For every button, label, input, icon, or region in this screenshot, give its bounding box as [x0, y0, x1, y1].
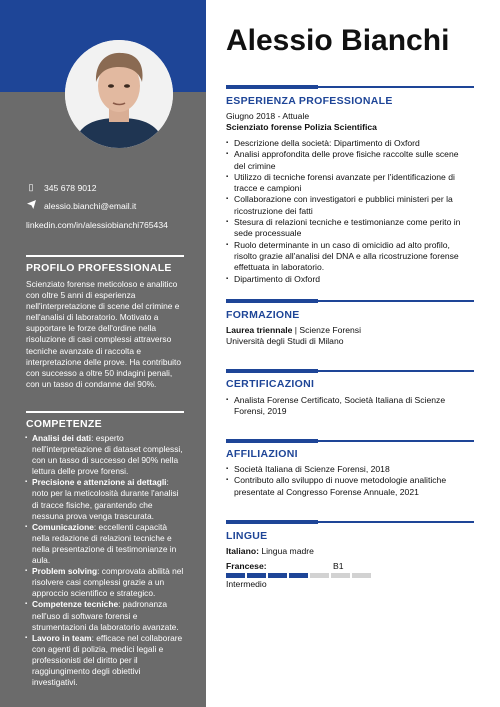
language-level-segment — [289, 573, 308, 578]
skills-heading: COMPETENZE — [26, 418, 102, 430]
affiliation-item: ▪ Contributo allo sviluppo di nuove metodologie analitiche presentate al Congresso Forense Annuale, 2021 — [226, 475, 472, 498]
affiliations-heading: AFFILIAZIONI — [226, 448, 298, 460]
experience-item: ▪ Dipartimento di Oxford — [226, 274, 472, 285]
linkedin-text[interactable]: linkedin.com/in/alessiobianchi765434 — [26, 220, 168, 230]
email-text[interactable]: alessio.bianchi@email.it — [44, 200, 137, 211]
experience-item: ▪ Descrizione della società: Dipartimento di Oxford — [226, 138, 472, 149]
education-school: Università degli Studi di Milano — [226, 336, 344, 346]
languages-heading: LINGUE — [226, 530, 268, 542]
language-level-segment — [352, 573, 371, 578]
profile-rule — [26, 255, 184, 257]
skill-item: ▪ Competenze tecniche: padronanza nell'uso di software forensi e strumentazioni da laboratorio avanzate. — [26, 599, 186, 632]
experience-item: ▪ Utilizzo di tecniche forensi avanzate per l'identificazione di tracce e campioni — [226, 172, 472, 195]
language-native-label: Italiano: — [226, 546, 259, 556]
contact-phone — [26, 182, 97, 193]
experience-role: Scienziato forense Polizia Scientifica — [226, 122, 377, 132]
education-degree-line — [226, 325, 474, 336]
certifications-rule — [226, 370, 474, 372]
affiliation-item: ▪ Società Italiana di Scienze Forensi, 2018 — [226, 464, 472, 475]
contact-linkedin[interactable] — [26, 220, 168, 230]
profile-heading: PROFILO PROFESSIONALE — [26, 262, 172, 274]
contact-email[interactable] — [26, 200, 136, 211]
experience-heading: ESPERIENZA PROFESSIONALE — [226, 95, 393, 107]
experience-item: ▪ Ruolo determinante in un caso di omicidio ad alto profilo, risolto grazie all'analisi del DNA e alla ricostruzione forense effettuata in laboratorio. — [226, 240, 472, 274]
experience-item: ▪ Stesura di relazioni tecniche e testimonianze come perito in sede processuale — [226, 217, 472, 240]
experience-item: ▪ Collaborazione con investigatori e pubblici ministeri per la ricostruzione dei fatti — [226, 194, 472, 217]
language-level-segment — [331, 573, 350, 578]
certifications-list — [226, 395, 472, 418]
skills-rule — [26, 411, 184, 413]
language-level-segment — [268, 573, 287, 578]
experience-item: ▪ Analisi approfondita delle prove fisiche raccolte sulle scene del crimine — [226, 149, 472, 172]
send-icon — [26, 200, 36, 211]
language-foreign-code: B1 — [333, 561, 344, 571]
skill-item: ▪ Lavoro in team: efficace nel collaborare con agenti di polizia, medici legali e professionisti del diritto per il raggiungimento degli obiettivi investigativi. — [26, 633, 186, 688]
profile-photo — [65, 40, 173, 148]
languages-rule — [226, 521, 474, 523]
language-level-segment — [247, 573, 266, 578]
language-foreign-level: Intermedio — [226, 579, 267, 589]
phone-text: 345 678 9012 — [44, 182, 97, 193]
profile-photo-image — [65, 40, 173, 148]
skill-item: ▪ Comunicazione: eccellenti capacità nella redazione di relazioni tecniche e nella presentazione di testimonianze in aula. — [26, 522, 186, 566]
certifications-heading: CERTIFICAZIONI — [226, 378, 315, 390]
language-level-segment — [310, 573, 329, 578]
language-foreign-label: Francese: — [226, 561, 267, 571]
skill-item: ▪ Problem solving: comprovata abilità nel risolvere casi complessi grazie a un approccio scientifico e strategico. — [26, 566, 186, 599]
certification-item: ▪ Analista Forense Certificato, Società Italiana di Scienze Forensi, 2019 — [226, 395, 472, 418]
education-rule — [226, 300, 474, 302]
language-native-value: Lingua madre — [258, 546, 314, 556]
profile-text: Scienziato forense meticoloso e analitico con oltre 5 anni di esperienza nell'interpretazione di scene del crimine e nell'analisi di laboratorio. Motivato a supportare le forze dell'ordine nella risoluzione di casi complessi attraverso tecniche avanzate di raccolta e interpretazione delle prove. Ha contribuito con successo a oltre 50 indagini penali, con un tasso di condanne del 90%. — [26, 279, 182, 389]
education-degree: Laurea triennale — [226, 325, 293, 335]
affiliations-list — [226, 464, 472, 498]
education-heading: FORMAZIONE — [226, 309, 300, 321]
skills-list — [26, 433, 186, 688]
phone-icon: ▯ — [28, 182, 34, 192]
sidebar — [0, 0, 206, 707]
education-field: | Scienze Forensi — [292, 325, 362, 335]
language-level-segment — [226, 573, 245, 578]
language-native — [226, 546, 474, 557]
experience-period: Giugno 2018 - Attuale — [226, 111, 310, 121]
experience-rule — [226, 86, 474, 88]
language-level-bar — [226, 573, 371, 578]
experience-list — [226, 138, 472, 285]
affiliations-rule — [226, 440, 474, 442]
skill-item: ▪ Analisi dei dati: esperto nell'interpretazione di dataset complessi, con un tasso di successo del 90% nella lettura delle prove forensi. — [26, 433, 186, 477]
skill-item: ▪ Precisione e attenzione ai dettagli: noto per la meticolosità durante l'analisi di tracce fisiche, garantendo che nessuna prova venga trascurata. — [26, 477, 186, 521]
candidate-name: Alessio Bianchi — [226, 24, 450, 57]
